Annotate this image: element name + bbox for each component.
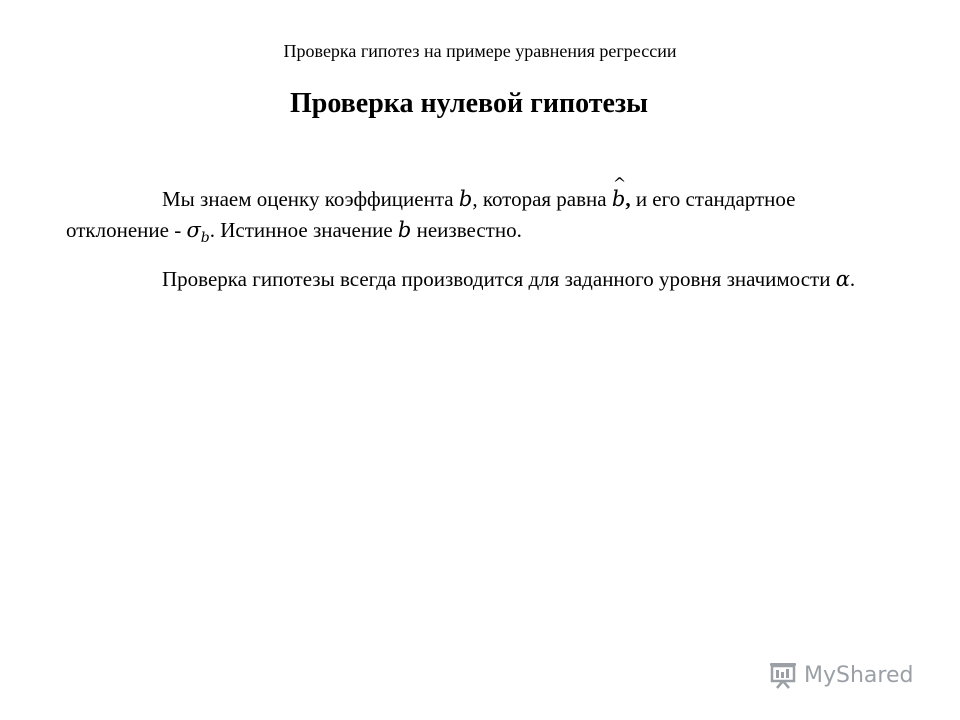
var-b-hat-letter: b bbox=[611, 187, 626, 211]
p2-text-1: Проверка гипотезы всегда производится для заданного уровня значимости bbox=[162, 267, 836, 291]
paragraph-2 bbox=[66, 264, 886, 295]
slide-title: Проверка нулевой гипотезы bbox=[289, 88, 649, 119]
p1-text-5: неизвестно. bbox=[411, 218, 522, 242]
p1-text-3: и его стандартное отклонение - bbox=[66, 187, 796, 242]
alpha-symbol: α bbox=[835, 267, 850, 291]
watermark-text: MyShared bbox=[804, 662, 914, 688]
var-b-hat bbox=[611, 174, 627, 215]
sigma-symbol: σ bbox=[186, 218, 201, 242]
sigma-subscript: b bbox=[200, 230, 210, 247]
p2-text-2: . bbox=[849, 267, 856, 291]
p1-comma: , bbox=[625, 187, 631, 211]
slide-header: Проверка гипотез на примере уравнения регрессии bbox=[283, 41, 677, 61]
var-b: b bbox=[458, 187, 473, 211]
paragraph-1 bbox=[66, 174, 886, 254]
hat-symbol: ^ bbox=[612, 174, 627, 193]
watermark-logo bbox=[768, 657, 928, 693]
presentation-board-icon bbox=[768, 660, 798, 690]
p1-text-1: Мы знаем оценку коэффициента bbox=[162, 187, 459, 211]
var-b-true: b bbox=[397, 218, 412, 242]
p1-text-4: . Истинное значение bbox=[209, 218, 398, 242]
p1-text-2: , которая равна bbox=[472, 187, 612, 211]
